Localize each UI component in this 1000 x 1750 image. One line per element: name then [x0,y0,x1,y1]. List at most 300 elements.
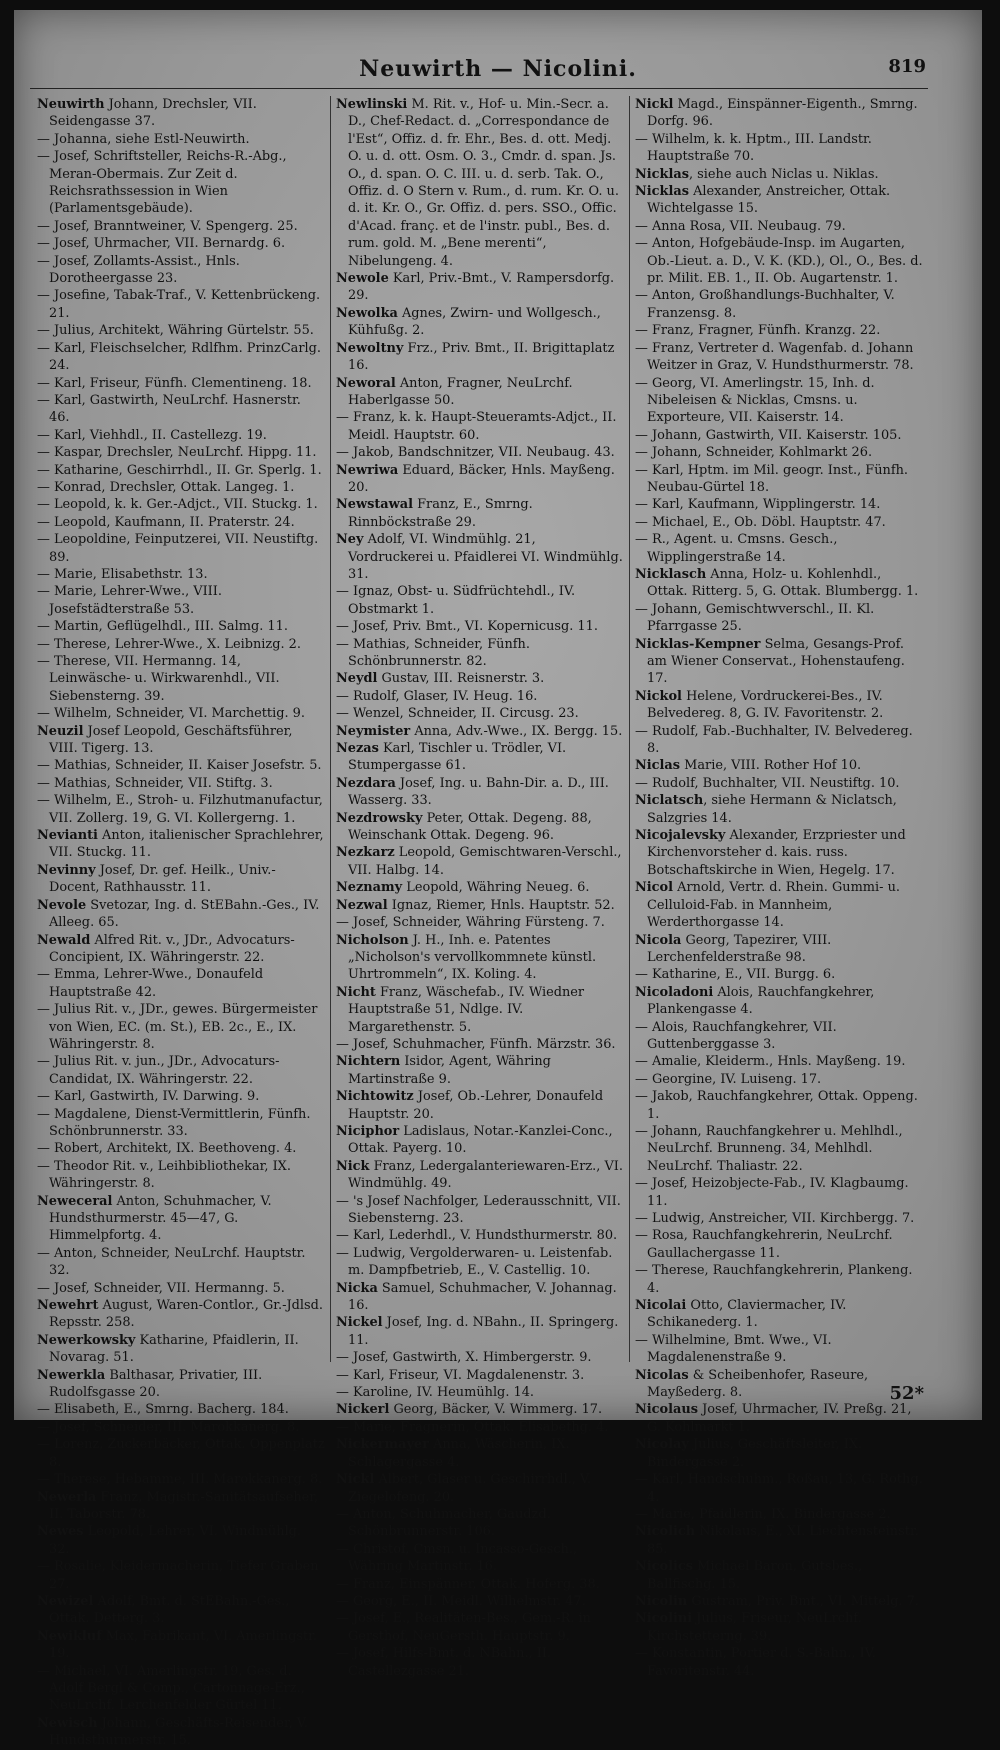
entry-text: — Wilhelm, Schneider, VI. Marchettig. 9. [37,706,305,722]
entry-text: — Josefine, Tabak-Traf., V. Kettenbrückeng. 21. [37,288,321,321]
directory-entry [37,514,325,531]
directory-entry [635,1123,923,1175]
entry-text: Isidor, Agent, Währing Martinstraße 9. [348,1054,551,1087]
directory-entry [37,1436,325,1471]
directory-entry [37,392,325,427]
entry-text: — Johann, Schneider, Kohlmarkt 26. [635,445,873,461]
directory-entry [635,514,923,531]
directory-entry [37,427,325,444]
directory-entry [635,444,923,461]
directory-entry [635,1610,923,1645]
directory-entry [37,966,325,1001]
entry-text: — Josef, Schneider, III. Marokkanerg. 8. [37,1419,300,1435]
directory-entry [37,618,325,635]
entry-text: Magd., Einspänner-Eigenth., Smrng. Dorfg. 96. [647,97,918,130]
entry-surname: Nicol [635,880,674,896]
entry-surname: Nezkarz [336,845,395,861]
directory-entry [336,496,624,531]
entry-text: — Josef, Branntweiner, V. Spengerg. 25. [37,218,298,234]
entry-text: Arnold, Vertr. d. Rhein. Gummi- u. Celluloid-Fab. in Mannheim, Werderthorgasse 14. [647,880,900,931]
directory-entry [336,305,624,340]
entry-surname: Nicklas [635,166,689,182]
directory-entry [635,1436,923,1471]
entry-text: — Karl, Lederhdl., V. Hundsthurmerstr. 80. [336,1228,618,1244]
entry-text: Georg, Tapezirer, VIII. Lerchenfelderstraße 98. [647,932,832,965]
entry-surname: Nicka [336,1280,378,1296]
entry-text: Ladislaus, Notar.-Kanzlei-Conc., Ottak. Payerg. 10. [348,1123,613,1157]
entry-surname: Nicolai [635,1298,687,1314]
entry-text: — Franz, Vertreter d. Wagenfab. d. Johann Weitzer in Graz, V. Hundsthurmerstr. 78. [635,340,914,374]
entry-text: — Amalie, Kleiderm., Hnls. Mayßeng. 19. [635,1054,906,1070]
entry-text: — Konrad, Drechsler, Ottak. Langeg. 1. [37,479,295,495]
directory-entry [37,862,325,897]
directory-entry [37,1053,325,1088]
entry-text: Karl, Priv.-Bmt., V. Rampersdorfg. 29. [348,271,615,304]
directory-entry [37,792,325,827]
entry-text: — Josef, Gastwirth, X. Himbergerstr. 9. [336,1350,592,1366]
entry-text: — Ludwig, Vergolderwaren- u. Leistenfab. m. Dampfbetrieb, E., V. Castellig. 10. [336,1245,613,1279]
directory-entry [635,723,923,758]
directory-entry [336,1645,624,1680]
directory-entry [336,1367,624,1384]
entry-text: — 's Josef Nachfolger, Lederausschnitt, VII. Siebensterng. 23. [336,1193,621,1226]
entry-text: Franz, Wäschefab., IV. Wiedner Hauptstraße 51, Ndlge. IV. Margarethenstr. 5. [348,984,585,1035]
entry-text: Josef, Uhrmacher, IV. Preßg. 21, G. Kohlmarkt 1. [647,1402,912,1435]
entry-surname: Nichtern [336,1054,401,1070]
entry-surname: Nicolini [635,1611,693,1627]
entry-text: Johann, Geschäfts-Reisender, V. Hundsthurmerstr. 15. [49,1715,308,1749]
entry-text: — Josef, E., Realitäten-Bes., Gem.-R. in Gersthof, NeuGersth. Hauptstr. 9. [336,1611,591,1644]
entry-text: — Marie, Pfaidlerin, IX. Bindergasse 2. [635,1506,891,1522]
entry-text: — Anton, Schneider, NeuLrchf. Hauptstr. 32. [37,1245,306,1279]
entry-surname: Nezdara [336,775,396,791]
entry-text: — Marie, Lehrer-Wwe., VIII. Josefstädterstraße 53. [37,584,222,617]
directory-entry [37,462,325,479]
directory-entry [635,340,923,375]
entry-text: — Wilhelm, E., Stroh- u. Filzhutmanufactur, VII. Zollerg. 19, G. VI. Kollergerng. 1. [37,793,323,826]
directory-entry [336,1419,624,1436]
entry-text: — Lorenz, Zuckerbäcker, Ottak. Oppenplatz 8. [37,1437,325,1470]
entry-surname: Nickel [336,1315,383,1331]
entry-text: — Therese, Lehrer-Wwe., X. Leibnizg. 2. [37,636,301,652]
entry-surname: Nicolaus [635,1402,699,1418]
entry-text: — Therese, VII. Hermanng. 14, Leinwäsche- u. Wirkwarenhdl., VII. Siebensterng. 39. [37,654,280,704]
column-left [32,96,331,1749]
directory-entry [336,1245,624,1280]
directory-entry [336,670,624,687]
entry-text: — R., Agent. u. Cmsns. Gesch., Wipplingerstraße 14. [635,532,838,565]
directory-entry [37,1401,325,1418]
entry-text: — Leopold, k. k. Ger.-Adjct., VII. Stuckg. 1. [37,497,318,513]
directory-entry [336,705,624,722]
entry-text: — Therese, Rauchfangkehrerin, Plankeng. 4. [635,1263,913,1296]
directory-entry [37,1193,325,1245]
directory-page [14,10,982,1749]
entry-text: — Mathias, Schneider, Fünfh. Schönbrunnerstr. 82. [336,636,530,669]
entry-surname: Newisch [37,1715,98,1731]
entry-surname: Neznamy [336,880,403,896]
directory-entry [635,1558,923,1593]
directory-entry [336,1436,624,1471]
entry-text: Franz, Magistr.-Sanitätsaufseher, II. Taborstr. 78. [49,1489,319,1522]
directory-entry [37,1158,325,1193]
entry-text: Josef, Ing. d. NBahn., II. Springerg. 11. [348,1315,619,1348]
directory-entry [635,1210,923,1227]
entry-surname: Nezas [336,741,379,757]
entry-text: — Josef, Heizobjecte-Fab., IV. Klagbaumg. 11. [635,1176,909,1209]
directory-entry [37,1558,325,1593]
entry-text: Michael Baron, Gutsbes., Ballfischg. 15. [647,1559,863,1592]
directory-columns [32,96,928,1749]
directory-entry [37,218,325,235]
directory-entry [635,1088,923,1123]
directory-entry [37,148,325,218]
entry-surname: Nicklas-Kempner [635,636,761,652]
entry-text: — Theodor Rit. v., Leihbibliothekar, IX. Währingerstr. 8. [37,1158,291,1192]
directory-entry [37,1715,325,1750]
entry-text: & Scheibenhofer, Raseure, Mayßederg. 8. [647,1367,869,1401]
entry-text: — Katharine, Geschirrhdl., II. Gr. Sperlg. 1. [37,462,322,478]
entry-text: Eduard, Bäcker, Hnls. Mayßeng. 20. [348,462,615,495]
entry-text: Josef Leopold, Geschäftsführer, VIII. Tigerg. 13. [49,723,293,757]
entry-surname: Niclatsch [635,793,704,809]
directory-entry [635,1019,923,1054]
entry-text: — Karl, Gastwirth, NeuLrchf. Hasnerstr. 46. [37,392,301,426]
entry-surname: Nicolay [635,1437,689,1453]
entry-text: — Jakob, Bandschnitzer, VII. Neubaug. 43. [336,445,615,461]
directory-entry [336,340,624,375]
directory-entry [37,897,325,932]
signature-mark: 52* [889,1383,924,1404]
entry-surname: Newolka [336,305,398,321]
entry-text: Josef, Dr. gef. Heilk., Univ.-Docent, Rathhausstr. 11. [49,862,276,896]
directory-entry [336,1541,624,1576]
entry-surname: Nicolas [635,1367,689,1383]
directory-entry [37,1245,325,1280]
directory-entry [635,757,923,774]
entry-text: , siehe Hermann & Niclatsch, Salzgries 14. [647,793,897,826]
directory-entry [336,775,624,810]
entry-text: — Emma, Lehrer-Wwe., Donaufeld Hauptstraße 42. [37,967,264,1000]
entry-text: — Mathias, Schneider, VII. Stiftg. 3. [37,775,273,791]
directory-entry [635,1053,923,1070]
entry-text: , siehe auch Niclas u. Niklas. [688,166,879,182]
entry-text: — Martin, Geflügelhdl., III. Salmg. 11. [37,619,288,635]
entry-text: — Julius, Architekt, Währing Gürtelstr. 55. [37,323,314,339]
directory-entry [336,984,624,1036]
directory-entry [336,636,624,671]
entry-surname: Nezdrowsky [336,810,423,826]
entry-text: — Marie, Elisabethstr. 13. [37,566,208,582]
directory-entry [336,1123,624,1158]
entry-surname: Neweceral [37,1193,113,1209]
entry-text: — Georg, E., II. Meidl. Wilhelmstr. 47. [336,1593,586,1609]
directory-entry [37,340,325,375]
entry-text: Alexander, Anstreicher, Ottak. Wichtelgasse 15. [647,184,891,217]
entry-text: — Karl, Friseur, Fünfh. Clementineng. 18. [37,375,312,391]
directory-entry [336,1280,624,1315]
entry-surname: Nickol [635,688,682,704]
directory-entry [635,1262,923,1297]
entry-surname: Nicklas [635,184,689,200]
entry-text: — Karl, Kaufmann, Wipplingerstr. 14. [635,497,881,513]
entry-surname: Neuwirth [37,97,105,112]
directory-entry [336,531,624,583]
entry-surname: Nicklasch [635,566,707,582]
entry-text: — Josef, Uhrmacher, VII. Bernardg. 6. [37,236,286,252]
entry-text: Agnes, Zwirn- und Wollgesch., Kühfußg. 2. [348,305,601,339]
entry-text: Frz., Priv. Bmt., II. Brigittaplatz 16. [348,340,615,374]
directory-entry [37,1663,325,1715]
entry-text: — Josef, Schuhmacher, Fünfh. Märzstr. 36. [336,1036,616,1052]
entry-text: — Anton, Hofgebäude-Insp. im Augarten, Ob.-Lieut. a. D., V. K. (KD.), Ol., O., Bes. d. pr. Milit. EB. 1., II. Ob. Augartenstr. 1. [635,236,923,287]
entry-text: Katharine, Pfaidlerin, II. Novarag. 51. [49,1332,299,1366]
entry-surname: Nicolich [635,1524,696,1540]
directory-entry [635,1471,923,1506]
entry-surname: Newriwa [336,462,399,478]
entry-surname: Nickl [336,1472,375,1488]
directory-entry [37,1001,325,1053]
directory-entry [37,566,325,583]
directory-entry [635,1175,923,1210]
directory-entry [635,235,923,287]
entry-surname: Newikluf [37,1628,102,1644]
directory-entry [37,1088,325,1105]
directory-entry [336,1576,624,1593]
directory-entry [635,1297,923,1332]
entry-surname: Newole [336,271,389,287]
entry-text: — Jakob, Rauchfangkehrer, Ottak. Oppeng. 1. [635,1089,918,1122]
entry-text: — Josef, Priv. Bmt., VI. Kopernicusg. 11. [336,619,598,635]
entry-text: — Josef, Schriftsteller, Reichs-R.-Abg., Meran-Obermais. Zur Zeit d. Reichsrathssession in Wien (Parlamentsgebäude). [37,149,287,217]
entry-text: — Johann, Rauchfangkehrer u. Mehlhdl., NeuLrchf. Brunneng. 34, Mehlhdl. NeuLrchf. Thaliastr. 22. [635,1123,903,1174]
entry-text: Leopold, Währing Neueg. 6. [402,880,590,896]
directory-entry [37,705,325,722]
directory-entry [635,1401,923,1436]
entry-text: — Karl, Handschuhm., Roßau, 13, G. Rothg. 4. [635,1472,923,1505]
entry-surname: Nevianti [37,828,98,844]
directory-entry [635,375,923,427]
entry-text: Gustram, Priv. Bmt., VI. Mittelg. 7. [687,1593,919,1609]
entry-text: — Karl, Gastwirth, IV. Darwing. 9. [37,1089,260,1105]
entry-surname: Newehrt [37,1298,99,1314]
entry-text: — Christof, Cmsn. u. Incasso-Gesch., Währing Martinstr. 16. [336,1541,578,1575]
entry-text: Johann, Drechsler, VII. Seidengasse 37. [49,97,257,130]
entry-text: — Wilhelmine, Bmt. Wwe., VI. Magdalenenstraße 9. [635,1332,832,1366]
directory-entry [336,1036,624,1053]
directory-entry [37,96,325,131]
entry-surname: Newizel [37,1593,94,1609]
entry-text: Leopold, Lehrer, VI. Windmühlg. 32. [49,1524,301,1557]
directory-entry [635,1593,923,1610]
directory-entry [37,322,325,339]
directory-entry [635,322,923,339]
directory-entry [37,1523,325,1558]
entry-text: — Rudolf, Fab.-Buchhalter, IV. Belvedereg. 8. [635,723,913,757]
directory-entry [635,688,923,723]
entry-surname: Nevole [37,897,87,913]
page-number: 819 [888,56,926,77]
entry-text: Josef, Ing. u. Bahn-Dir. a. D., III. Wasserg. 33. [348,775,609,809]
directory-entry [635,427,923,444]
directory-entry [37,479,325,496]
directory-entry [37,375,325,392]
entry-text: — Julius Rit. v. jun., JDr., Advocaturs-Candidat, IX. Währingerstr. 22. [37,1054,280,1087]
directory-entry [635,984,923,1019]
directory-entry [336,409,624,444]
entry-text: — Julius Rit. v., JDr., gewes. Bürgermeister von Wien, EC. (m. St.), EB. 2c., E., IX. Währingerstr. 8. [37,1002,318,1052]
directory-entry [336,688,624,705]
directory-entry [336,1401,624,1418]
entry-text: — Georgine, IV. Luiseng. 17. [635,1071,822,1087]
directory-entry [37,1140,325,1157]
entry-text: — Elisabeth, E., Smrng. Bacherg. 184. [37,1402,289,1418]
directory-entry [635,218,923,235]
directory-entry [336,914,624,931]
directory-entry [37,1297,325,1332]
directory-entry [37,1367,325,1402]
entry-text: — Konstantin, Portier d. S.-Bahn., IV. Favoritenstr. 44. [635,1646,876,1679]
directory-entry [635,183,923,218]
directory-entry [37,653,325,705]
directory-entry [336,723,624,740]
entry-text: Albert, Glaser u. Geschirrhdl., V. Ziegelofeng. 20. [348,1472,592,1505]
directory-entry [336,1593,624,1610]
page-header [14,56,982,86]
entry-text: Ignaz, Riemer, Hnls. Hauptstr. 52. [387,897,615,913]
directory-entry [635,966,923,983]
entry-text: Karl, Tischler u. Trödler, VI. Stumpergasse 61. [348,741,567,774]
entry-text: — Ludwig, Anstreicher, VII. Kirchbergg. 7. [635,1211,915,1226]
entry-text: Franz, Ledergalanteriewaren-Erz., VI. Windmühlg. 49. [348,1158,623,1192]
directory-entry [37,775,325,792]
entry-text: — Franz, Einspänner, Ottak. Hoferg. 38. [336,1576,600,1592]
entry-surname: Nevinny [37,862,96,878]
entry-text: — Johann, Gemischtwverschl., II. Kl. Pfarrgasse 25. [635,601,875,635]
directory-entry [37,827,325,862]
entry-surname: Nichtowitz [336,1089,414,1105]
entry-text: Alexander, Erzpriester und Kirchenvorsteher d. kais. russ. Botschaftskirche in Wien, Hegelg. 17. [647,828,906,878]
entry-text: — Josef, Hilfs-Bmt. d. NBahn., II. Castellezgasse 21. [336,1646,552,1679]
directory-entry [336,932,624,984]
directory-entry [37,723,325,758]
directory-entry [336,444,624,461]
directory-entry [336,1314,624,1349]
entry-text: Peter, Ottak. Degeng. 88, Weinschank Ottak. Degeng. 96. [348,810,592,844]
directory-entry [635,1523,923,1558]
entry-text: — Robert, Architekt, IX. Beethoveng. 4. [37,1141,297,1157]
entry-surname: Newerkla [37,1367,106,1383]
directory-entry [635,1367,923,1402]
entry-surname: Nickerl [336,1402,390,1418]
directory-entry [336,583,624,618]
entry-text: — Kaspar, Drechsler, NeuLrchf. Hippg. 11. [37,445,317,461]
entry-text: Alois, Rauchfangkehrer, Plankengasse 4. [647,984,875,1018]
entry-surname: Newald [37,932,91,948]
directory-entry [37,287,325,322]
entry-surname: Niclas [635,758,681,774]
directory-entry [336,1610,624,1645]
directory-entry [37,1628,325,1663]
directory-entry [635,775,923,792]
directory-entry [635,96,923,131]
entry-surname: Nickermayer [336,1437,429,1453]
directory-entry [37,253,325,288]
entry-surname: Nicola [635,932,682,948]
directory-entry [635,166,923,183]
entry-surname: Nezwal [336,897,388,913]
directory-entry [336,375,624,410]
entry-text: Josef, Ob.-Lehrer, Donaufeld Hauptstr. 20. [348,1089,604,1122]
entry-text: Marie, VIII. Rother Hof 10. [680,758,862,774]
entry-text: Adolf, Bmt. d. StEBahn.-Ges., Ottak. Detterg. 3. [49,1593,290,1627]
directory-entry [336,1158,624,1193]
directory-entry [336,844,624,879]
directory-entry [635,1071,923,1088]
entry-text: Selma, Gesangs-Prof. am Wiener Conservat., Hohenstaufeng. 17. [647,636,905,687]
entry-text: — Wilhelm, k. k. Hptm., III. Landstr. Hauptstraße 70. [635,131,872,165]
directory-entry [336,1471,624,1506]
directory-entry [336,740,624,775]
entry-surname: Newlinski [336,97,408,112]
entry-surname: Neworal [336,375,396,391]
entry-surname: Newes [37,1524,84,1540]
entry-text: Nikolaus, E., XI. Liechtensteinstr. 85. [647,1524,919,1557]
entry-text: Otto, Claviermacher, IV. Schikanederg. 1. [647,1298,847,1331]
directory-entry [336,1384,624,1401]
directory-entry [635,287,923,322]
entry-text: — Michael, E., Ob. Döbl. Hauptstr. 47. [635,514,886,530]
entry-text: — Karoline, IV. Heumühlg. 14. [336,1385,535,1401]
directory-entry [336,96,624,270]
entry-text: Julius, Geschäftsleiter, IX. Bindergasse 2. [647,1437,863,1470]
entry-text: Julius, Friseur, NeuLrchf. Kirchstetterng. 39. [647,1611,862,1644]
directory-entry [336,1227,624,1244]
entry-text: — Wenzel, Schneider, II. Circusg. 23. [336,706,579,722]
directory-entry [37,1489,325,1524]
directory-entry [635,932,923,967]
entry-text: August, Waren-Contlor., Gr.-Jdlsd. Repsstr. 258. [49,1298,323,1331]
entry-surname: Ney [336,532,364,548]
entry-text: — Georg, VI. Amerlingstr. 15, Inh. d. Nibeleisen & Nicklas, Cmsns. u. Exporteure, VII. Kaiserstr. 14. [635,375,875,426]
entry-text: — Mathias, Schneider, II. Kaiser Josefstr. 5. [37,758,322,774]
directory-entry [336,810,624,845]
entry-surname: Nick [336,1158,370,1174]
entry-surname: Newerla [37,1489,97,1505]
directory-entry [37,1593,325,1628]
entry-text: Helene, Vordruckerei-Bes., IV. Belvedereg. 8, G. IV. Favoritenstr. 2. [647,688,884,722]
entry-surname: Neuzil [37,723,84,739]
directory-entry [37,1106,325,1141]
entry-surname: Niciphor [336,1123,400,1139]
entry-surname: Nicholson [336,932,409,948]
directory-entry [336,897,624,914]
directory-entry [37,636,325,653]
entry-surname: Nicolics [635,1559,694,1575]
directory-entry [37,1471,325,1488]
directory-entry [635,601,923,636]
directory-entry [635,566,923,601]
directory-entry [635,1506,923,1523]
entry-text: — Johann, Gastwirth, VII. Kaiserstr. 105. [635,427,902,443]
entry-text: Alfred Rit. v., JDr., Advocaturs-Concipient, IX. Währingerstr. 22. [49,932,295,965]
entry-text: — Anton, Schuhmacher, Gaudzd. Schönbrunnerstr. 106. [336,1506,551,1540]
entry-text: — Leopold, Kaufmann, II. Praterstr. 24. [37,514,295,530]
entry-text: — Katharine, E., VII. Burgg. 6. [635,967,836,983]
entry-text: — Marie, Fragnerin, Ottak. Elisabethg. 4. [336,1419,609,1435]
directory-entry [336,1349,624,1366]
directory-entry [635,636,923,688]
